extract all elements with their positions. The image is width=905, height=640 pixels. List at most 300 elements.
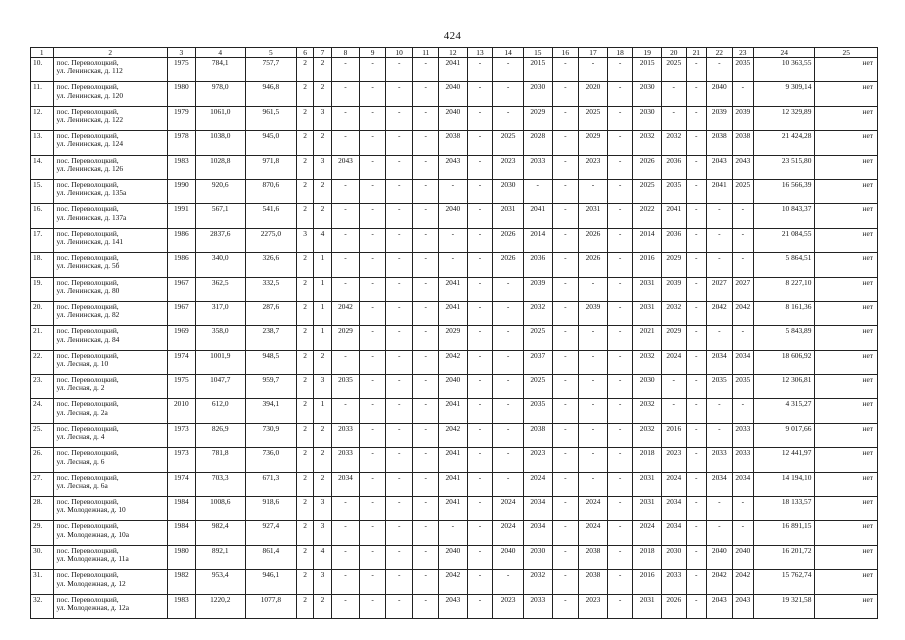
column-number: 11 <box>413 48 439 58</box>
address-street: ул. Ленинская, д. 120 <box>56 90 124 100</box>
value-cell: - <box>607 521 633 545</box>
column-number: 22 <box>707 48 733 58</box>
value-cell: 1980 <box>168 545 196 569</box>
cost-cell: 12 306,81 <box>754 375 815 399</box>
value-cell: 2036 <box>662 155 687 179</box>
value-cell: 2025 <box>633 179 662 203</box>
value-cell: 2034 <box>707 350 733 374</box>
address-settlement: пос. Переволоцкий, <box>56 545 119 555</box>
row-number: 28. <box>31 497 54 521</box>
value-cell: 2026 <box>579 228 608 252</box>
value-cell: - <box>607 204 633 228</box>
address-cell <box>53 155 168 179</box>
address-street: ул. Ленинская, д. 124 <box>56 139 124 149</box>
value-cell: 2040 <box>732 545 753 569</box>
value-cell: - <box>467 448 493 472</box>
value-cell: 2031 <box>633 277 662 301</box>
value-cell: - <box>686 521 706 545</box>
address-cell <box>53 423 168 447</box>
value-cell: - <box>686 423 706 447</box>
value-cell: - <box>467 131 493 155</box>
value-cell: 961,5 <box>245 106 296 130</box>
value-cell: 2033 <box>523 594 552 618</box>
value-cell: - <box>579 277 608 301</box>
value-cell: - <box>707 204 733 228</box>
table-row <box>31 228 878 252</box>
address-settlement: пос. Переволоцкий, <box>56 82 119 92</box>
value-cell: 2025 <box>523 375 552 399</box>
row-number: 24. <box>31 399 54 423</box>
flag-cell: нет <box>815 570 878 594</box>
row-number: 18. <box>31 253 54 277</box>
address-cell <box>53 228 168 252</box>
flag-cell: нет <box>815 82 878 106</box>
value-cell: - <box>607 399 633 423</box>
value-cell: - <box>707 399 733 423</box>
value-cell: 2275,0 <box>245 228 296 252</box>
column-number: 9 <box>360 48 386 58</box>
table-row <box>31 155 878 179</box>
value-cell: 2039 <box>523 277 552 301</box>
value-cell: - <box>467 521 493 545</box>
value-cell: 2 <box>296 179 313 203</box>
address-street: ул. Ленинская, д. 135а <box>56 188 127 198</box>
address-street: ул. Молодежная, д. 11а <box>56 554 129 564</box>
value-cell: 2025 <box>523 326 552 350</box>
value-cell: - <box>686 326 706 350</box>
value-cell: - <box>413 350 439 374</box>
value-cell: 2031 <box>633 497 662 521</box>
value-cell: 2040 <box>439 375 468 399</box>
value-cell: 1028,8 <box>195 155 245 179</box>
value-cell: - <box>331 277 360 301</box>
value-cell: - <box>552 350 579 374</box>
value-cell: - <box>552 497 579 521</box>
value-cell: - <box>607 350 633 374</box>
value-cell: - <box>552 570 579 594</box>
value-cell: 2024 <box>662 472 687 496</box>
value-cell: - <box>439 179 468 203</box>
value-cell: 2 <box>314 82 331 106</box>
value-cell: 2 <box>314 58 331 82</box>
value-cell: - <box>413 497 439 521</box>
cost-cell: 18 133,57 <box>754 497 815 521</box>
value-cell: - <box>686 228 706 252</box>
value-cell: - <box>467 277 493 301</box>
row-number: 23. <box>31 375 54 399</box>
value-cell: 2041 <box>439 497 468 521</box>
value-cell: - <box>467 423 493 447</box>
value-cell: - <box>467 155 493 179</box>
address-cell <box>53 521 168 545</box>
value-cell: 2035 <box>732 58 753 82</box>
value-cell: 2032 <box>633 423 662 447</box>
row-number: 31. <box>31 570 54 594</box>
flag-cell: нет <box>815 594 878 618</box>
value-cell: - <box>385 277 413 301</box>
value-cell: 2025 <box>732 179 753 203</box>
value-cell: - <box>493 423 524 447</box>
value-cell: - <box>385 228 413 252</box>
value-cell: 2041 <box>662 204 687 228</box>
address-street: ул. Ленинская, д. 80 <box>56 285 120 295</box>
value-cell: 2029 <box>662 253 687 277</box>
value-cell: 2025 <box>493 131 524 155</box>
value-cell: - <box>662 399 687 423</box>
value-cell: 1047,7 <box>195 375 245 399</box>
value-cell: 2 <box>296 545 313 569</box>
address-cell <box>53 570 168 594</box>
cost-cell: 16 891,15 <box>754 521 815 545</box>
value-cell: - <box>467 497 493 521</box>
value-cell: - <box>360 131 386 155</box>
column-number: 24 <box>754 48 815 58</box>
value-cell: 959,7 <box>245 375 296 399</box>
table-row <box>31 472 878 496</box>
value-cell: 2043 <box>331 155 360 179</box>
flag-cell: нет <box>815 326 878 350</box>
table-row <box>31 204 878 228</box>
value-cell: 2 <box>296 521 313 545</box>
value-cell: - <box>707 58 733 82</box>
address-settlement: пос. Переволоцкий, <box>56 594 119 604</box>
value-cell: 2 <box>296 131 313 155</box>
table-row <box>31 448 878 472</box>
column-number-row <box>31 48 878 58</box>
value-cell: 2030 <box>633 375 662 399</box>
flag-cell: нет <box>815 228 878 252</box>
value-cell: - <box>360 58 386 82</box>
value-cell: 2034 <box>331 472 360 496</box>
value-cell: 2016 <box>662 423 687 447</box>
value-cell: - <box>552 131 579 155</box>
value-cell: 2024 <box>579 521 608 545</box>
value-cell: - <box>467 399 493 423</box>
address-cell <box>53 448 168 472</box>
table-row <box>31 179 878 203</box>
value-cell: - <box>552 326 579 350</box>
value-cell: - <box>607 423 633 447</box>
address-cell <box>53 545 168 569</box>
value-cell: - <box>686 350 706 374</box>
column-number: 20 <box>662 48 687 58</box>
column-number: 15 <box>523 48 552 58</box>
value-cell: 1974 <box>168 472 196 496</box>
value-cell: 2029 <box>579 131 608 155</box>
table-row <box>31 423 878 447</box>
row-number: 12. <box>31 106 54 130</box>
value-cell: - <box>467 179 493 203</box>
value-cell: 2027 <box>707 277 733 301</box>
value-cell: 2042 <box>707 570 733 594</box>
value-cell: - <box>467 350 493 374</box>
value-cell: 2 <box>296 326 313 350</box>
cost-cell: 9 017,66 <box>754 423 815 447</box>
value-cell: 2030 <box>662 545 687 569</box>
value-cell: - <box>331 497 360 521</box>
value-cell: 2 <box>314 448 331 472</box>
value-cell: - <box>360 570 386 594</box>
value-cell: 1978 <box>168 131 196 155</box>
table-row <box>31 82 878 106</box>
column-number: 19 <box>633 48 662 58</box>
value-cell: - <box>707 326 733 350</box>
column-number: 1 <box>31 48 54 58</box>
value-cell: - <box>360 82 386 106</box>
value-cell: - <box>467 326 493 350</box>
value-cell: 1975 <box>168 58 196 82</box>
value-cell: - <box>579 399 608 423</box>
value-cell: - <box>686 301 706 325</box>
value-cell: - <box>607 570 633 594</box>
cost-cell: 5 864,51 <box>754 253 815 277</box>
value-cell: - <box>686 58 706 82</box>
value-cell: 2 <box>296 594 313 618</box>
value-cell: 2041 <box>439 399 468 423</box>
value-cell: - <box>385 326 413 350</box>
value-cell: - <box>360 472 386 496</box>
value-cell: 2029 <box>523 106 552 130</box>
address-cell <box>53 131 168 155</box>
flag-cell: нет <box>815 350 878 374</box>
value-cell: 736,0 <box>245 448 296 472</box>
value-cell: - <box>607 545 633 569</box>
row-number: 27. <box>31 472 54 496</box>
value-cell: 2 <box>296 58 313 82</box>
value-cell: - <box>385 399 413 423</box>
value-cell: 1 <box>314 253 331 277</box>
value-cell: 2026 <box>493 228 524 252</box>
value-cell: - <box>413 375 439 399</box>
value-cell: - <box>385 375 413 399</box>
value-cell: - <box>385 423 413 447</box>
value-cell: - <box>413 82 439 106</box>
value-cell: - <box>385 204 413 228</box>
value-cell: - <box>552 301 579 325</box>
value-cell: - <box>331 253 360 277</box>
value-cell: 2022 <box>633 204 662 228</box>
cost-cell: 19 321,58 <box>754 594 815 618</box>
value-cell: - <box>579 58 608 82</box>
value-cell: 1991 <box>168 204 196 228</box>
value-cell: - <box>707 423 733 447</box>
value-cell: - <box>493 399 524 423</box>
value-cell: - <box>493 472 524 496</box>
value-cell: 2037 <box>523 350 552 374</box>
row-number: 30. <box>31 545 54 569</box>
value-cell: 2 <box>296 375 313 399</box>
value-cell: 2042 <box>732 301 753 325</box>
address-settlement: пос. Переволоцкий, <box>56 448 119 458</box>
value-cell: - <box>552 375 579 399</box>
value-cell: - <box>707 253 733 277</box>
value-cell: 3 <box>314 521 331 545</box>
column-number: 4 <box>195 48 245 58</box>
flag-cell: нет <box>815 497 878 521</box>
value-cell: 2029 <box>439 326 468 350</box>
address-cell <box>53 399 168 423</box>
value-cell: 2043 <box>732 155 753 179</box>
value-cell: 2015 <box>633 58 662 82</box>
row-number: 32. <box>31 594 54 618</box>
value-cell: - <box>493 375 524 399</box>
table-row <box>31 301 878 325</box>
value-cell: - <box>413 58 439 82</box>
value-cell: - <box>552 594 579 618</box>
address-settlement: пос. Переволоцкий, <box>56 570 119 580</box>
value-cell: - <box>385 253 413 277</box>
value-cell: 2 <box>296 472 313 496</box>
row-number: 14. <box>31 155 54 179</box>
value-cell: - <box>579 375 608 399</box>
address-settlement: пос. Переволоцкий, <box>56 106 119 116</box>
address-settlement: пос. Переволоцкий, <box>56 155 119 165</box>
value-cell: 2039 <box>707 106 733 130</box>
address-settlement: пос. Переволоцкий, <box>56 301 119 311</box>
value-cell: - <box>467 375 493 399</box>
value-cell: 2010 <box>168 399 196 423</box>
value-cell: - <box>385 301 413 325</box>
value-cell: 892,1 <box>195 545 245 569</box>
row-number: 15. <box>31 179 54 203</box>
value-cell: - <box>523 179 552 203</box>
value-cell: 2039 <box>662 277 687 301</box>
cost-cell: 16 566,39 <box>754 179 815 203</box>
value-cell: - <box>360 326 386 350</box>
column-number: 16 <box>552 48 579 58</box>
value-cell: - <box>331 594 360 618</box>
value-cell: - <box>493 277 524 301</box>
value-cell: - <box>467 594 493 618</box>
table-row <box>31 253 878 277</box>
address-cell <box>53 58 168 82</box>
value-cell: - <box>493 106 524 130</box>
row-number: 21. <box>31 326 54 350</box>
value-cell: 2040 <box>439 82 468 106</box>
value-cell: 2034 <box>523 497 552 521</box>
value-cell: 1975 <box>168 375 196 399</box>
value-cell: - <box>413 204 439 228</box>
flag-cell: нет <box>815 423 878 447</box>
value-cell: 2043 <box>707 155 733 179</box>
value-cell: 703,3 <box>195 472 245 496</box>
value-cell: 861,4 <box>245 545 296 569</box>
value-cell: - <box>331 521 360 545</box>
value-cell: 2023 <box>493 594 524 618</box>
value-cell: - <box>360 155 386 179</box>
column-number: 14 <box>493 48 524 58</box>
value-cell: 1 <box>314 301 331 325</box>
value-cell: - <box>439 521 468 545</box>
value-cell: - <box>413 448 439 472</box>
value-cell: 978,0 <box>195 82 245 106</box>
value-cell: 2041 <box>439 277 468 301</box>
flag-cell: нет <box>815 204 878 228</box>
address-cell <box>53 82 168 106</box>
value-cell: 1973 <box>168 448 196 472</box>
value-cell: - <box>579 448 608 472</box>
value-cell: - <box>467 106 493 130</box>
value-cell: - <box>360 228 386 252</box>
value-cell: 2027 <box>732 277 753 301</box>
value-cell: 2040 <box>439 545 468 569</box>
value-cell: - <box>686 497 706 521</box>
value-cell: - <box>607 472 633 496</box>
flag-cell: нет <box>815 472 878 496</box>
value-cell: 948,5 <box>245 350 296 374</box>
value-cell: 2032 <box>523 301 552 325</box>
address-cell <box>53 179 168 203</box>
value-cell: - <box>686 204 706 228</box>
row-number: 10. <box>31 58 54 82</box>
value-cell: 2023 <box>579 594 608 618</box>
address-street: ул. Молодежная, д. 10а <box>56 529 130 539</box>
value-cell: 2029 <box>662 326 687 350</box>
value-cell: - <box>493 326 524 350</box>
value-cell: 2034 <box>662 497 687 521</box>
value-cell: 2029 <box>331 326 360 350</box>
value-cell: 2039 <box>732 106 753 130</box>
value-cell: 2018 <box>633 545 662 569</box>
value-cell: 358,0 <box>195 326 245 350</box>
value-cell: 2036 <box>523 253 552 277</box>
value-cell: - <box>607 155 633 179</box>
value-cell: - <box>607 594 633 618</box>
flag-cell: нет <box>815 253 878 277</box>
address-cell <box>53 594 168 618</box>
value-cell: - <box>331 399 360 423</box>
value-cell: 927,4 <box>245 521 296 545</box>
value-cell: 2043 <box>732 594 753 618</box>
value-cell: 2032 <box>633 131 662 155</box>
value-cell: - <box>360 448 386 472</box>
value-cell: 541,6 <box>245 204 296 228</box>
value-cell: 2041 <box>439 472 468 496</box>
value-cell: - <box>707 228 733 252</box>
value-cell: 2 <box>314 594 331 618</box>
value-cell: - <box>607 58 633 82</box>
value-cell: - <box>552 204 579 228</box>
value-cell: - <box>413 253 439 277</box>
address-settlement: пос. Переволоцкий, <box>56 472 119 482</box>
value-cell: 2837,6 <box>195 228 245 252</box>
housing-registry-table <box>30 47 878 619</box>
value-cell: - <box>686 570 706 594</box>
column-number: 21 <box>686 48 706 58</box>
value-cell: - <box>360 301 386 325</box>
value-cell: 1967 <box>168 301 196 325</box>
value-cell: - <box>686 106 706 130</box>
value-cell: 2035 <box>331 375 360 399</box>
value-cell: 2040 <box>439 106 468 130</box>
value-cell: 1984 <box>168 521 196 545</box>
value-cell: 2031 <box>633 301 662 325</box>
value-cell: - <box>686 448 706 472</box>
value-cell: - <box>467 58 493 82</box>
value-cell: - <box>413 423 439 447</box>
value-cell: 2040 <box>439 204 468 228</box>
value-cell: - <box>331 58 360 82</box>
value-cell: - <box>552 179 579 203</box>
column-number: 23 <box>732 48 753 58</box>
flag-cell: нет <box>815 179 878 203</box>
value-cell: 2 <box>314 472 331 496</box>
value-cell: - <box>385 472 413 496</box>
value-cell: 2015 <box>523 58 552 82</box>
value-cell: - <box>732 521 753 545</box>
address-street: ул. Лесная, д. 4 <box>56 432 105 442</box>
value-cell: - <box>385 106 413 130</box>
